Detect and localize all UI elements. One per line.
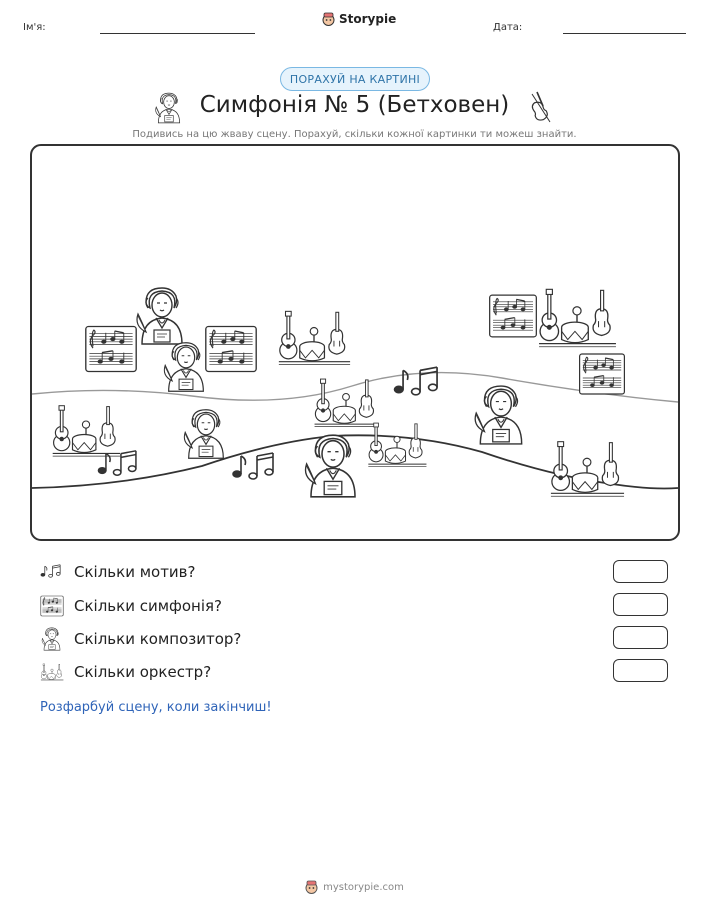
symphony-item (86, 327, 136, 372)
storypie-mascot-icon (305, 880, 318, 894)
answer-box-orchestra[interactable] (613, 659, 668, 682)
name-field[interactable] (100, 33, 255, 34)
question-symphony (40, 594, 222, 618)
orchestra-icon (40, 660, 64, 684)
orchestra-item (279, 311, 350, 364)
question-text: Скільки симфонія? (74, 597, 222, 615)
scene-drawing (32, 146, 678, 539)
question-motif (40, 560, 196, 584)
storypie-mascot-icon (322, 12, 335, 26)
composer-icon (40, 627, 64, 651)
symphony-item (580, 354, 625, 394)
motif-icon (40, 560, 64, 584)
question-composer (40, 627, 241, 651)
instructions-text: Подивись на цю жваву сцену. Порахуй, скільки кожної картинки ти можеш знайти. (132, 129, 577, 140)
page-title: Симфонія № 5 (Бетховен) (199, 92, 510, 118)
footer (0, 880, 709, 894)
composer-item (475, 386, 522, 444)
question-text: Скільки композитор? (74, 630, 242, 648)
symphony-item (206, 327, 256, 372)
orchestra-item (53, 406, 121, 456)
counting-scene (30, 144, 680, 541)
brand-logo (322, 12, 396, 26)
composer-item (137, 288, 182, 344)
coloring-instruction: Розфарбуй сцену, коли закінчиш! (40, 700, 272, 715)
motif-item (98, 451, 136, 475)
name-label: Ім'я: (23, 22, 46, 33)
motif-item (233, 453, 273, 479)
composer-item (184, 410, 223, 459)
orchestra-item (539, 289, 616, 346)
symphony-icon (40, 594, 64, 618)
orchestra-item (368, 423, 426, 466)
composer-item (306, 435, 356, 497)
answer-box-symphony[interactable] (613, 593, 668, 616)
worksheet-type-badge: ПОРАХУЙ НА КАРТИНІ (280, 67, 430, 91)
answer-box-composer[interactable] (613, 626, 668, 649)
question-text: Скільки мотив? (74, 563, 196, 581)
composer-item (164, 343, 203, 392)
footer-url[interactable]: mystorypie.com (323, 881, 404, 893)
symphony-item (490, 295, 537, 337)
orchestra-item (315, 379, 379, 427)
date-label: Дата: (493, 22, 523, 33)
question-orchestra (40, 660, 211, 684)
question-text: Скільки оркестр? (74, 663, 212, 681)
brand-name: Storypie (339, 12, 397, 26)
orchestra-item (551, 442, 624, 497)
violin-icon (528, 90, 554, 124)
date-field[interactable] (563, 33, 686, 34)
motif-item (395, 367, 438, 395)
answer-box-motif[interactable] (613, 560, 668, 583)
